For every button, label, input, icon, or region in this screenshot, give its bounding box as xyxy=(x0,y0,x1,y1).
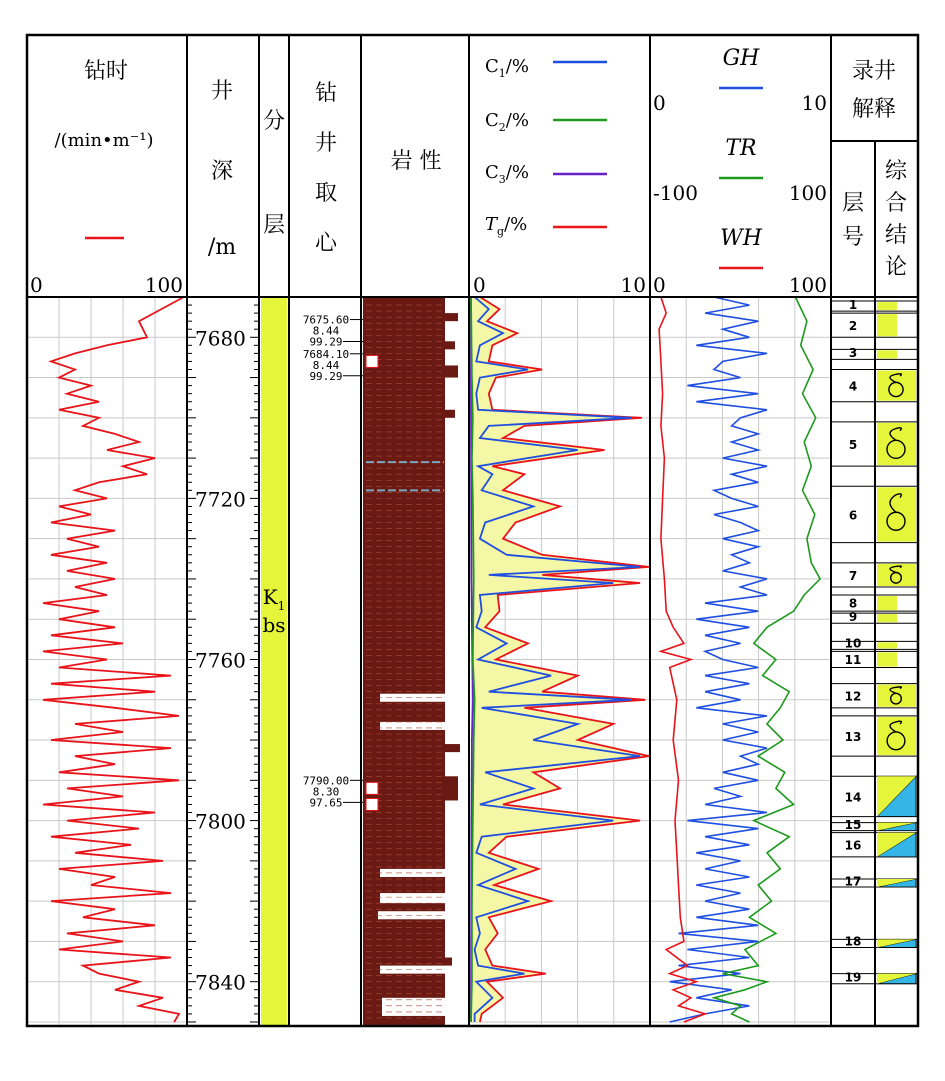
core-sample-marker xyxy=(366,798,378,810)
drill-time-unit: /(min•m⁻¹) xyxy=(54,130,154,151)
interp-title-2: 解释 xyxy=(851,97,897,122)
depth-title-1: 井 xyxy=(210,79,234,104)
lithology-track xyxy=(363,297,460,1026)
layer-number: 7 xyxy=(848,568,858,583)
lithology-sand-gap xyxy=(380,893,446,903)
legend-wh-label: WH xyxy=(720,226,762,251)
drill-time-axis-max: 100 xyxy=(144,273,183,297)
conclusion-oil-trace xyxy=(877,350,897,358)
core-annotation-text: 7684.10 xyxy=(302,347,350,361)
gh-axis-max: 10 xyxy=(801,91,827,115)
gas-axis-min: 0 xyxy=(473,273,486,297)
layer-number: 15 xyxy=(844,817,862,832)
layer-number: 4 xyxy=(848,379,858,394)
strat-title-1: 分 xyxy=(262,109,286,134)
conclusion-oil-trace xyxy=(877,314,897,336)
layer-number: 13 xyxy=(844,729,862,744)
conclusion-title-4: 论 xyxy=(884,255,908,280)
layer-number: 19 xyxy=(844,970,862,985)
gas-axis-max: 10 xyxy=(620,273,646,297)
conclusion-oil-trace xyxy=(877,614,897,622)
layer-number: 11 xyxy=(844,652,862,667)
layer-no-title-2: 号 xyxy=(841,225,865,250)
layer-number: 1 xyxy=(848,297,858,312)
layer-number: 8 xyxy=(848,596,858,611)
core-title-3: 取 xyxy=(314,181,338,206)
core-annotation-text: 99.29 xyxy=(309,369,343,383)
legend-c2-label: $C_2/\%$ xyxy=(485,110,529,134)
layer-no-title-1: 层 xyxy=(841,191,865,216)
core-annotation-text: 7675.60 xyxy=(302,313,350,327)
core-title-2: 井 xyxy=(314,131,338,156)
lithology-protrusion xyxy=(445,313,458,321)
conclusion-title-1: 综 xyxy=(884,159,908,184)
depth-title-2: 深 xyxy=(210,159,234,184)
legend-c1-label: $C_1/\%$ xyxy=(485,56,529,80)
formation-label: $K_1$ xyxy=(262,585,286,613)
core-title-4: 心 xyxy=(314,231,338,256)
formation-track xyxy=(261,298,287,1025)
gh-axis-min: 0 xyxy=(653,91,666,115)
layer-number: 2 xyxy=(848,319,858,334)
core-annotation-text: 8.30 xyxy=(312,785,340,799)
wh-axis-max: 100 xyxy=(788,273,827,297)
tr-axis-min: -100 xyxy=(653,181,698,205)
core-annotation-text: 7790.00 xyxy=(302,774,350,788)
depth-tick-label: 7760 xyxy=(195,648,246,673)
layer-number: 18 xyxy=(844,934,862,949)
formation-suffix: bs xyxy=(262,613,286,637)
layer-number: 6 xyxy=(848,508,858,523)
depth-unit: /m xyxy=(207,235,237,260)
lithology-protrusion xyxy=(445,958,452,966)
conclusion-oil-trace xyxy=(877,302,897,310)
depth-track xyxy=(187,305,259,1022)
layer-number: 9 xyxy=(848,610,858,625)
layer-number: 16 xyxy=(844,838,862,853)
lithology-protrusion xyxy=(445,365,458,377)
lithology-protrusion xyxy=(445,744,460,752)
core-annotation-text: 8.44 xyxy=(312,324,340,338)
core-title-1: 钻 xyxy=(314,81,338,106)
gas-legend xyxy=(473,56,646,297)
conclusion-oil-trace xyxy=(877,642,897,648)
lithology-sand-gap xyxy=(382,998,446,1016)
layer-number: 12 xyxy=(844,689,862,704)
tr-axis-max: 100 xyxy=(788,181,827,205)
core-annotation-text: 99.29 xyxy=(309,335,343,349)
depth-tick-label: 7800 xyxy=(195,809,246,834)
layer-number: 17 xyxy=(844,874,862,889)
layer-number: 10 xyxy=(844,636,862,651)
depth-tick-label: 7840 xyxy=(195,970,246,995)
lithology-sand-gap xyxy=(380,722,446,730)
legend-gh-label: GH xyxy=(722,46,760,71)
interp-title-1: 录井 xyxy=(851,59,897,84)
curve-legend xyxy=(653,46,827,297)
legend-tg-label: $T_g/\%$ xyxy=(485,214,528,238)
core-annotation-text: 97.65 xyxy=(309,796,343,810)
conclusion-gas-oil xyxy=(877,487,916,541)
lithology-title: 岩 性 xyxy=(390,149,442,174)
strat-title-2: 层 xyxy=(262,213,286,238)
conclusion-oil-trace xyxy=(877,596,897,610)
core-track xyxy=(303,314,364,810)
layer-number: 3 xyxy=(848,346,858,361)
depth-tick-label: 7680 xyxy=(195,326,246,351)
lithology-protrusion xyxy=(445,776,458,800)
lithology-protrusion xyxy=(445,410,455,418)
drill-time-axis-min: 0 xyxy=(30,273,43,297)
core-sample-marker xyxy=(366,782,378,794)
conclusion-title-3: 结 xyxy=(884,223,908,248)
core-annotation-text: 8.44 xyxy=(312,358,340,372)
conclusion-oil-trace xyxy=(877,652,897,666)
legend-c3-label: $C_3/\%$ xyxy=(485,162,529,186)
layer-number: 14 xyxy=(844,790,862,805)
depth-tick-label: 7720 xyxy=(195,487,246,512)
drill-time-title: 钻时 xyxy=(83,59,129,84)
core-sample-marker xyxy=(366,355,378,367)
layer-number: 5 xyxy=(848,437,858,452)
conclusion-title-2: 合 xyxy=(884,191,908,216)
legend-tr-label: TR xyxy=(725,136,757,161)
formation-band xyxy=(261,298,287,1025)
lithology-protrusion xyxy=(445,341,455,349)
wh-axis-min: 0 xyxy=(653,273,666,297)
